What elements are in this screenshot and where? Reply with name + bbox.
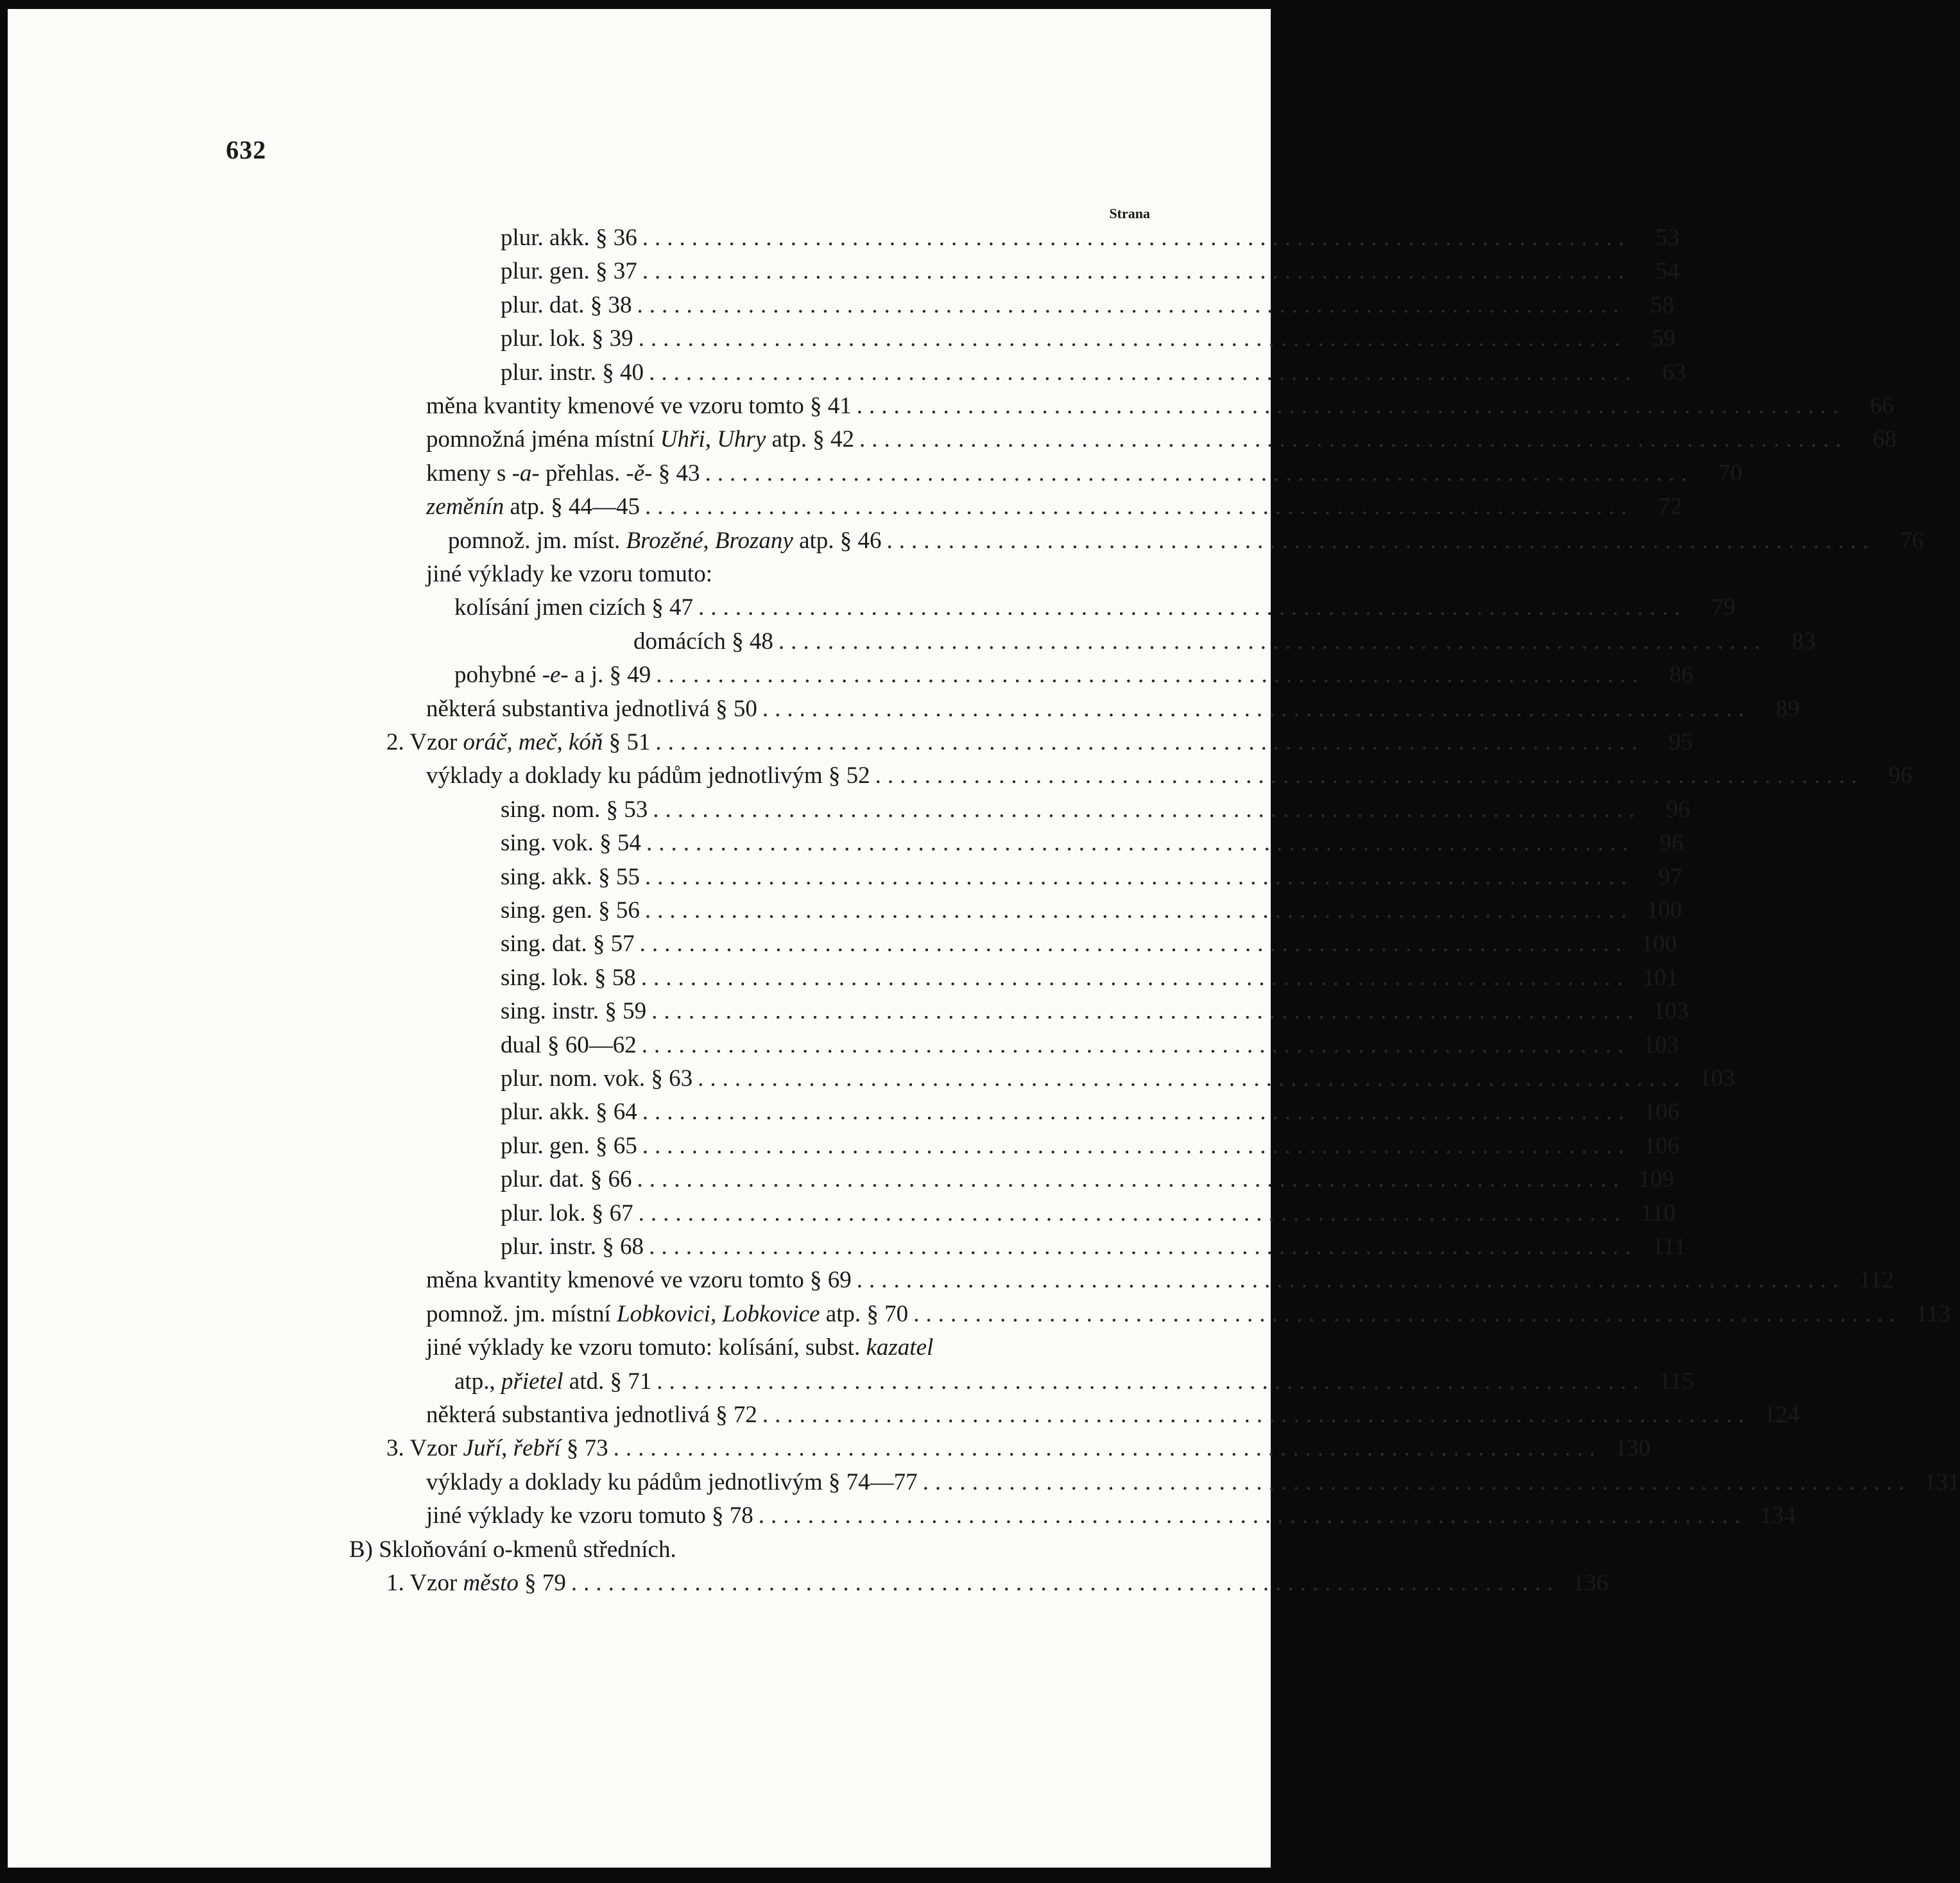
toc-entry-text: 2. Vzor oráč, meč, kóň § 51 — [386, 729, 651, 755]
toc-entry-text: sing. gen. § 56 — [501, 897, 640, 924]
toc-entry-text: kolísání jmen cizích § 47 — [454, 594, 693, 621]
toc-entry — [501, 861, 1682, 893]
toc-entry — [426, 458, 1742, 490]
toc-entry — [454, 659, 1694, 691]
toc-page-ref: 100 — [1646, 897, 1682, 924]
toc-entry-text: měna kvantity kmenové ve vzoru tomto § 69 — [426, 1267, 852, 1294]
toc-entry-text: výklady a doklady ku pádům jednotlivým § 52 — [426, 762, 870, 789]
toc-entry-text: sing. nom. § 53 — [501, 796, 648, 823]
toc-entry-text: plur. lok. § 67 — [501, 1199, 633, 1226]
dot-leader: ................................................................................ — [657, 1368, 1646, 1395]
toc-entry — [454, 592, 1735, 624]
toc-page-ref: 76 — [1900, 527, 1924, 554]
toc-entry — [501, 357, 1687, 389]
toc-page-ref: 131 — [1924, 1468, 1960, 1495]
dot-leader: ................................................................................ — [637, 1166, 1626, 1193]
toc-entry-text: dual § 60—62 — [501, 1031, 637, 1058]
dot-leader: ................................................................................ — [646, 830, 1635, 857]
toc-entry — [386, 1567, 1608, 1599]
toc-entry-text: plur. lok. § 39 — [501, 325, 633, 352]
toc-entry — [386, 727, 1693, 759]
toc-page-ref: 106 — [1644, 1132, 1680, 1159]
dot-leader: ................................................................................ — [705, 460, 1694, 486]
dot-leader: ................................................................................ — [653, 796, 1642, 823]
toc-entry-text: pomnož. jm. místní Lobkovici, Lobkovice atp. § 70 — [426, 1300, 909, 1327]
toc-page-ref: 96 — [1666, 796, 1690, 823]
toc-entry-text: plur. akk. § 64 — [501, 1099, 637, 1126]
dot-leader: ................................................................................ — [642, 258, 1631, 285]
toc-page-ref: 89 — [1775, 695, 1800, 722]
dot-leader: ................................................................................ — [875, 762, 1864, 789]
toc-entry — [426, 390, 1894, 422]
toc-entry — [501, 1231, 1687, 1263]
toc-page-ref: 136 — [1572, 1570, 1608, 1596]
dot-leader: ................................................................................ — [637, 291, 1626, 318]
toc-entry — [426, 491, 1682, 523]
toc-entry-text: plur. instr. § 68 — [501, 1234, 644, 1260]
toc-entry-text: plur. akk. § 36 — [501, 225, 637, 251]
dot-leader: ................................................................................ — [640, 964, 1629, 991]
dot-leader: ................................................................................ — [859, 426, 1848, 453]
toc-page-ref: 113 — [1916, 1300, 1951, 1327]
toc-entry — [501, 895, 1682, 927]
toc-entry-text: 1. Vzor město § 79 — [386, 1570, 566, 1596]
toc-entry — [633, 626, 1816, 658]
dot-leader: ................................................................................ — [655, 729, 1644, 755]
toc-page-ref: 59 — [1651, 325, 1676, 352]
dot-leader: ................................................................................ — [778, 628, 1767, 655]
toc-entry-text: některá substantiva jednotlivá § 50 — [426, 695, 757, 722]
page-number: 632 — [226, 135, 266, 164]
toc-entry — [426, 760, 1913, 792]
dot-leader: ................................................................................ — [639, 931, 1628, 958]
dot-leader: ................................................................................ — [856, 393, 1845, 419]
toc-entry-text: jiné výklady ke vzoru tomuto: kolísání, subst. kazatel — [426, 1334, 934, 1361]
toc-page-ref: 115 — [1659, 1368, 1694, 1395]
toc-page-ref: 101 — [1642, 964, 1678, 991]
toc-page-ref: 72 — [1658, 494, 1682, 520]
toc-entry — [426, 1332, 1150, 1364]
toc-entry — [501, 289, 1674, 322]
toc-entry — [501, 995, 1689, 1027]
toc-entry-text: pomnož. jm. míst. Brozěné, Brozany atp. § 46 — [448, 527, 882, 554]
toc-page-ref: 106 — [1644, 1099, 1680, 1126]
dot-leader: ................................................................................ — [762, 1402, 1751, 1428]
toc-page-ref: 63 — [1662, 359, 1687, 386]
toc-entry-text: plur. dat. § 38 — [501, 291, 632, 318]
toc-entry-text: kmeny s -a- přehlas. -ě- § 43 — [426, 460, 700, 486]
toc-entry-text: sing. dat. § 57 — [501, 931, 635, 958]
toc-entry — [426, 558, 1150, 590]
toc-page-ref: 124 — [1764, 1402, 1800, 1428]
dot-leader: ................................................................................ — [649, 359, 1638, 386]
toc-page-ref: 70 — [1718, 460, 1742, 486]
toc-page-ref: 54 — [1655, 258, 1680, 285]
toc-entry-text: plur. nom. vok. § 63 — [501, 1065, 693, 1092]
toc-page-ref: 112 — [1859, 1267, 1894, 1294]
toc-page-ref: 68 — [1872, 426, 1896, 453]
dot-leader: ................................................................................ — [762, 695, 1751, 722]
toc-page-ref: 97 — [1658, 863, 1682, 890]
toc-page-ref: 103 — [1643, 1031, 1679, 1058]
dot-leader: ................................................................................ — [886, 527, 1875, 554]
toc-page-ref: 96 — [1659, 830, 1683, 857]
toc-entry — [426, 1298, 1951, 1330]
toc-entry-text: jiné výklady ke vzoru tomuto § 78 — [426, 1502, 753, 1529]
toc-page-ref: 96 — [1888, 762, 1913, 789]
toc-entry — [501, 928, 1677, 960]
dot-leader: ................................................................................ — [641, 1031, 1630, 1058]
dot-leader: ................................................................................ — [698, 1065, 1687, 1092]
toc-entry-text: pohybné -e- a j. § 49 — [454, 662, 651, 689]
dot-leader: ................................................................................ — [922, 1468, 1911, 1495]
dot-leader: ................................................................................ — [856, 1267, 1845, 1294]
dot-leader: ................................................................................ — [656, 662, 1645, 689]
toc-page-ref: 111 — [1652, 1234, 1687, 1260]
toc-page-ref: 79 — [1711, 594, 1735, 621]
column-header-strana: Strana — [1109, 205, 1150, 221]
toc-entry — [501, 1029, 1679, 1062]
toc-entry — [426, 1466, 1960, 1499]
toc-entry — [501, 1063, 1735, 1095]
toc-page-ref: 100 — [1641, 931, 1677, 958]
toc-page-ref: 83 — [1791, 628, 1816, 655]
toc-entry — [501, 1164, 1674, 1196]
toc-entry — [426, 1264, 1894, 1296]
toc-entry-text: plur. instr. § 40 — [501, 359, 644, 386]
toc-entry-text: plur. dat. § 66 — [501, 1166, 632, 1193]
toc-page-ref: 110 — [1640, 1199, 1676, 1226]
toc-entry — [501, 794, 1690, 826]
toc-page-ref: 53 — [1655, 225, 1680, 251]
toc-entry — [386, 1432, 1651, 1465]
toc-entry — [454, 1366, 1694, 1398]
toc-entry-text: jiné výklady ke vzoru tomuto: — [426, 561, 712, 587]
dot-leader: ................................................................................ — [638, 325, 1627, 352]
dot-leader: ................................................................................ — [649, 1234, 1638, 1260]
dot-leader: ................................................................................ — [644, 863, 1633, 890]
toc-page-ref: 130 — [1615, 1435, 1651, 1462]
dot-leader: ................................................................................ — [638, 1199, 1627, 1226]
dot-leader: ................................................................................ — [913, 1300, 1902, 1327]
toc-entry-text: některá substantiva jednotlivá § 72 — [426, 1402, 757, 1428]
toc-entry-text: B) Skloňování o-kmenů středních. — [349, 1536, 676, 1563]
toc-entry-text: výklady a doklady ku pádům jednotlivým § 74—77 — [426, 1468, 918, 1495]
toc-page-ref: 109 — [1638, 1166, 1674, 1193]
toc-entry-text: atp., přietel atd. § 71 — [454, 1368, 652, 1395]
toc-entry-text: sing. vok. § 54 — [501, 830, 641, 857]
dot-leader: ................................................................................ — [642, 225, 1631, 251]
toc-page-ref: 134 — [1760, 1502, 1796, 1529]
dot-leader: ................................................................................ — [698, 594, 1687, 621]
toc-entry — [349, 1534, 1150, 1566]
toc-entry-text: domácích § 48 — [633, 628, 773, 655]
toc-entry-text: 3. Vzor Juří, řebří § 73 — [386, 1435, 608, 1462]
dot-leader: ................................................................................ — [613, 1435, 1602, 1462]
toc-entry — [501, 323, 1676, 355]
toc-page-ref: 95 — [1669, 729, 1693, 755]
toc-entry-text: plur. gen. § 37 — [501, 258, 637, 285]
toc-entry-text: měna kvantity kmenové ve vzoru tomto § 41 — [426, 393, 852, 419]
dot-leader: ................................................................................ — [642, 1099, 1631, 1126]
toc-entry-text: sing. akk. § 55 — [501, 863, 640, 890]
toc-entry-text: sing. instr. § 59 — [501, 998, 647, 1025]
dot-leader: ................................................................................ — [642, 1132, 1631, 1159]
dot-leader: ................................................................................ — [651, 998, 1640, 1025]
toc-page-ref: 58 — [1650, 291, 1674, 318]
toc-entry — [426, 424, 1896, 456]
toc-entry — [501, 255, 1680, 288]
toc-entry-text: plur. gen. § 65 — [501, 1132, 637, 1159]
toc-entry-text: zeměnín atp. § 44—45 — [426, 494, 640, 520]
toc-entry — [426, 1399, 1800, 1431]
toc-entry — [501, 1198, 1676, 1230]
toc-entry — [426, 1500, 1796, 1532]
toc-entry — [448, 525, 1924, 557]
toc-page-ref: 103 — [1699, 1065, 1735, 1092]
toc-entry-text: pomnožná jména místní Uhři, Uhry atp. § 42 — [426, 426, 854, 453]
toc-entry — [501, 222, 1680, 254]
toc-entry — [501, 827, 1683, 859]
toc-page-ref: 103 — [1653, 998, 1689, 1025]
book-page — [8, 9, 1960, 1868]
toc-entry-text: sing. lok. § 58 — [501, 964, 636, 991]
toc-page-ref: 66 — [1870, 393, 1894, 419]
toc-entry — [426, 693, 1800, 725]
dot-leader: ................................................................................ — [644, 494, 1633, 520]
toc-entry — [501, 962, 1678, 994]
toc-page-ref: 86 — [1669, 662, 1694, 689]
dot-leader: ................................................................................ — [758, 1502, 1747, 1529]
toc-entry — [501, 1130, 1680, 1162]
dot-leader: ................................................................................ — [571, 1570, 1560, 1596]
toc-entry — [501, 1096, 1680, 1128]
dot-leader: ................................................................................ — [644, 897, 1633, 924]
